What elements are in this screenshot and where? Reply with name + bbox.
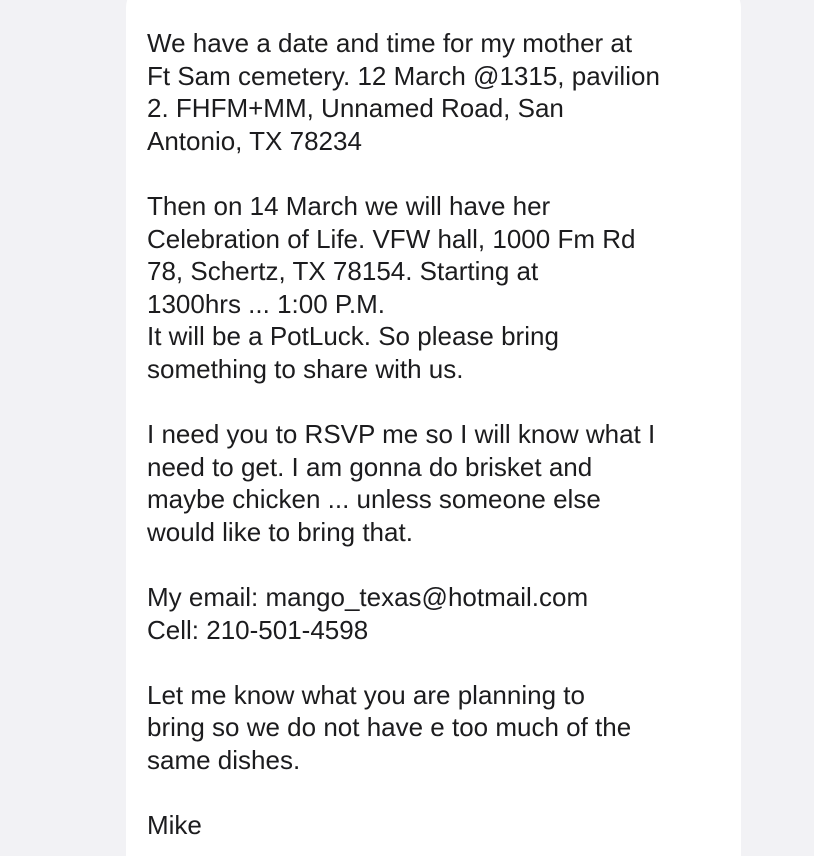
paragraph-planning (147, 679, 737, 777)
message-line: 1300hrs ... 1:00 P.M. (147, 288, 385, 319)
signature: Mike (147, 810, 202, 841)
message-line: Antonio, TX 78234 (147, 125, 362, 156)
message-line: I need you to RSVP me so I will know what I (147, 419, 656, 450)
paragraph-contact (147, 581, 737, 646)
paragraph-rsvp (147, 418, 737, 548)
message-line: bring so we do not have e too much of the (147, 712, 632, 743)
message-line: Celebration of Life. VFW hall, 1000 Fm Rd (147, 223, 636, 254)
message-line: Let me know what you are planning to (147, 679, 585, 710)
message-line: would like to bring that. (147, 516, 413, 547)
message-line: Ft Sam cemetery. 12 March @1315, pavilion (147, 60, 660, 91)
message-line: 78, Schertz, TX 78154. Starting at (147, 256, 539, 287)
message-line: 2. FHFM+MM, Unnamed Road, San (147, 93, 564, 124)
phone-line[interactable]: Cell: 210-501-4598 (147, 614, 369, 645)
message-line: need to get. I am gonna do brisket and (147, 451, 593, 482)
message-text (147, 27, 737, 842)
message-line: maybe chicken ... unless someone else (147, 484, 601, 515)
paragraph-celebration (147, 190, 737, 386)
message-line: It will be a PotLuck. So please bring (147, 321, 559, 352)
paragraph-signature (147, 809, 737, 842)
message-line: Then on 14 March we will have her (147, 190, 551, 221)
email-line[interactable]: My email: mango_texas@hotmail.com (147, 582, 589, 613)
message-line: same dishes. (147, 745, 301, 776)
paragraph-cemetery (147, 27, 737, 157)
message-line: We have a date and time for my mother at (147, 28, 633, 58)
message-line: something to share with us. (147, 353, 464, 384)
